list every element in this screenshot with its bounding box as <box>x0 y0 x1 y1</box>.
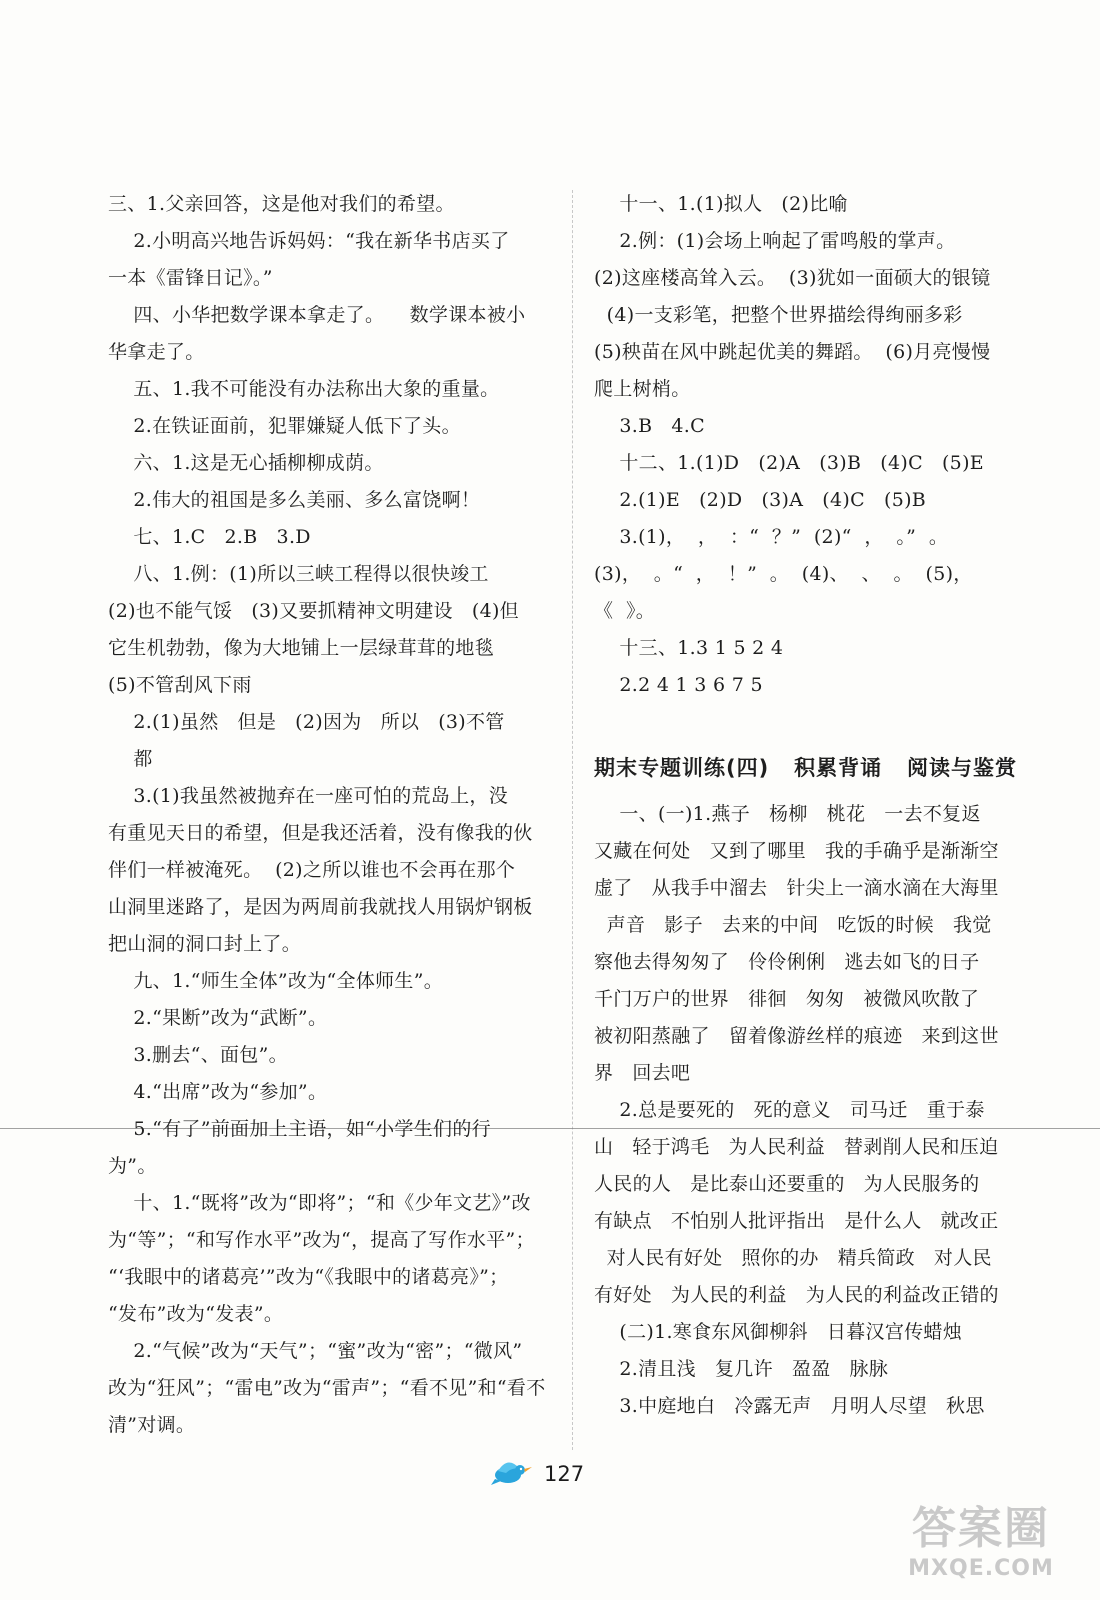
text-line: 2.例：(1)会场上响起了雷鸣般的掌声。 <box>594 230 956 252</box>
right-column-bottom <box>594 796 1036 1425</box>
text-line: 七、1.C 2.B 3.D <box>108 526 311 548</box>
watermark-logo: 答案圈 <box>912 1503 1050 1554</box>
right-column <box>594 186 1036 1425</box>
text-line: 八、1.例：(1)所以三峡工程得以很快竣工 <box>108 563 489 585</box>
text-line: 有好处 为人民的利益 为人民的利益改正错的 <box>594 1284 999 1306</box>
text-line: 十三、1.3 1 5 2 4 <box>594 637 784 659</box>
text-line: 人民的人 是比泰山还要重的 为人民服务的 <box>594 1173 980 1195</box>
column-divider <box>572 190 573 1450</box>
text-line: 十一、1.(1)拟人 (2)比喻 <box>594 193 848 215</box>
text-line: 华拿走了。 <box>108 341 205 363</box>
text-line: 2.2 4 1 3 6 7 5 <box>594 674 763 696</box>
text-line: 山 轻于鸿毛 为人民利益 替剥削人民和压迫 <box>594 1136 999 1158</box>
text-line: 4.“出席”改为“参加”。 <box>108 1081 328 1103</box>
text-line: 一、(一)1.燕子 杨柳 桃花 一去不复返 <box>594 803 981 825</box>
text-line: 2.清且浅 复几许 盈盈 脉脉 <box>594 1358 889 1380</box>
watermark-url: MXQE.COM <box>908 1556 1054 1581</box>
text-line: 2.“果断”改为“武断”。 <box>108 1007 328 1029</box>
right-column-top <box>594 186 1036 704</box>
section-gap <box>594 704 1036 740</box>
text-line: 2.伟大的祖国是多么美丽、多么富饶啊！ <box>108 489 481 511</box>
text-line: 5.“有了”前面加上主语，如“小学生们的行 <box>108 1118 491 1140</box>
text-line: 三、1.父亲回答，这是他对我们的希望。 <box>108 193 455 215</box>
text-line: 有重见天日的希望，但是我还活着，没有像我的伙 <box>108 822 533 844</box>
text-line: 爬上树梢。 <box>594 378 691 400</box>
text-line: 察他去得匆匆了 伶伶俐俐 逃去如飞的日子 <box>594 951 980 973</box>
left-column <box>108 186 550 1444</box>
text-line: 界 回去吧 <box>594 1062 691 1084</box>
text-line: 被初阳蒸融了 留着像游丝样的痕迹 来到这世 <box>594 1025 999 1047</box>
text-line: 虚了 从我手中溜去 针尖上一滴水滴在大海里 <box>594 877 999 899</box>
text-line: 为”。 <box>108 1155 157 1177</box>
text-line: (2)也不能气馁 (3)又要抓精神文明建设 (4)但 <box>108 600 519 622</box>
text-line: 2.总是要死的 死的意义 司马迁 重于泰 <box>594 1099 985 1121</box>
text-line: 伴们一样被淹死。 (2)之所以谁也不会再在那个 <box>108 859 516 881</box>
text-line: 2.小明高兴地告诉妈妈：“我在新华书店买了 <box>108 230 510 252</box>
text-line: 六、1.这是无心插柳柳成荫。 <box>108 452 384 474</box>
text-line: (3)， 。“ ， ！” 。 (4)、 、 。 (5)， <box>594 563 973 585</box>
text-line: 2.(1)E (2)D (3)A (4)C (5)B <box>594 489 927 511</box>
text-line: 它生机勃勃，像为大地铺上一层绿茸茸的地毯 <box>108 637 495 659</box>
text-line: 2.“气候”改为“天气”；“蜜”改为“密”；“微风” <box>108 1340 523 1362</box>
text-line: 改为“狂风”；“雷电”改为“雷声”；“看不见”和“看不 <box>108 1377 546 1399</box>
text-line: 山洞里迷路了，是因为两周前我就找人用锅炉钢板 <box>108 896 533 918</box>
watermark <box>876 1492 1086 1592</box>
text-line: (5)秧苗在风中跳起优美的舞蹈。 (6)月亮慢慢 <box>594 341 991 363</box>
text-line: 九、1.“师生全体”改为“全体师生”。 <box>108 970 444 992</box>
text-line: 2.(1)虽然 但是 (2)因为 所以 (3)不管 <box>108 711 505 733</box>
page-number: 127 <box>544 1462 585 1486</box>
text-line: 3.(1)， ， ：“ ？” (2)“ ， 。” 。 <box>594 526 949 548</box>
text-line: 一本《雷锋日记》。” <box>108 267 273 289</box>
text-line: 十、1.“既将”改为“即将”；“和《少年文艺》”改 <box>108 1192 531 1214</box>
text-line: (4)一支彩笔，把整个世界描绘得绚丽多彩 <box>594 304 963 326</box>
text-line: 把山洞的洞口封上了。 <box>108 933 302 955</box>
text-line: 3.删去“、面包”。 <box>108 1044 288 1066</box>
text-line: 有缺点 不怕别人批评指出 是什么人 就改正 <box>594 1210 999 1232</box>
text-line: 《 》。 <box>594 600 656 622</box>
text-line: 四、小华把数学课本拿走了。 数学课本被小 <box>108 304 526 326</box>
text-line: 声音 影子 去来的中间 吃饭的时候 我觉 <box>594 914 992 936</box>
text-line: (5)不管刮风下雨 <box>108 674 252 696</box>
text-line: 3.(1)我虽然被抛弃在一座可怕的荒岛上，没 <box>108 785 509 807</box>
text-line: (二)1.寒食东风御柳斜 日暮汉宫传蜡烛 <box>594 1321 963 1343</box>
text-line: 为“等”；“和写作水平”改为“，提高了写作水平”； <box>108 1229 535 1251</box>
text-line: 十二、1.(1)D (2)A (3)B (4)C (5)E <box>594 452 984 474</box>
text-line: 清”对调。 <box>108 1414 196 1436</box>
bird-icon <box>490 1457 536 1491</box>
text-line: 3.中庭地白 冷露无声 月明人尽望 秋思 <box>594 1395 985 1417</box>
text-line: 又藏在何处 又到了哪里 我的手确乎是渐渐空 <box>594 840 999 862</box>
text-line: 五、1.我不可能没有办法称出大象的重量。 <box>108 378 500 400</box>
text-line: 3.B 4.C <box>594 415 705 437</box>
text-line: “‘我眼中的诸葛亮’”改为“《我眼中的诸葛亮》”； <box>108 1266 509 1288</box>
page-footer <box>490 1454 584 1494</box>
text-line: 2.在铁证面前，犯罪嫌疑人低下了头。 <box>108 415 461 437</box>
text-line: 千门万户的世界 徘徊 匆匆 被微风吹散了 <box>594 988 980 1010</box>
text-line: 对人民有好处 照你的办 精兵简政 对人民 <box>594 1247 992 1269</box>
text-line: “发布”改为“发表”。 <box>108 1303 284 1325</box>
text-line: (2)这座楼高耸入云。 (3)犹如一面硕大的银镜 <box>594 267 991 289</box>
section-heading: 期末专题训练(四) 积累背诵 阅读与鉴赏 <box>594 756 1018 780</box>
text-line: 都 <box>108 748 153 770</box>
